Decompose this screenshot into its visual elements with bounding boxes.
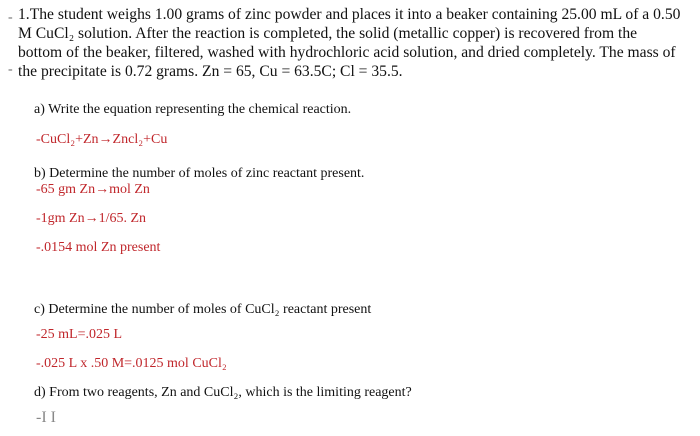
answer-a: -CuCl₂+Zn→Zncl₂+Cu <box>36 132 168 147</box>
answer-c-2: -.025 L x .50 M=.0125 mol CuCl₂ <box>36 356 227 371</box>
bullet-mark: - <box>8 10 13 25</box>
answer-b-3: -.0154 mol Zn present <box>36 240 161 255</box>
answer-b-2: -1gm Zn→1/65. Zn <box>36 211 147 226</box>
question-c: c) Determine the number of moles of CuCl₂ reactant present <box>34 302 372 317</box>
question-d: d) From two reagents, Zn and CuCl₂, which is the limiting reagent? <box>34 385 412 400</box>
question-b: b) Determine the number of moles of zinc reactant present. <box>34 166 365 181</box>
problem-line-1: 1.The student weighs 1.00 grams of zinc powder and places it into a beaker containing 25.00 mL of a 0.50 <box>18 6 681 23</box>
answer-c-1: -25 mL=.025 L <box>36 327 123 342</box>
answer-b-1: -65 gm Zn→mol Zn <box>36 182 150 197</box>
bullet-mark: - <box>8 62 13 77</box>
answer-d-marks: -I I <box>36 409 56 426</box>
question-a: a) Write the equation representing the chemical reaction. <box>34 102 352 117</box>
problem-line-4: the precipitate is 0.72 grams. Zn = 65, Cu = 63.5C; Cl = 35.5. <box>18 63 403 80</box>
problem-line-2: M CuCl₂ solution. After the reaction is completed, the solid (metallic copper) is recovered from the <box>18 25 638 42</box>
problem-line-3: bottom of the beaker, filtered, washed with hydrochloric acid solution, and dried completely. The mass of <box>18 44 676 61</box>
